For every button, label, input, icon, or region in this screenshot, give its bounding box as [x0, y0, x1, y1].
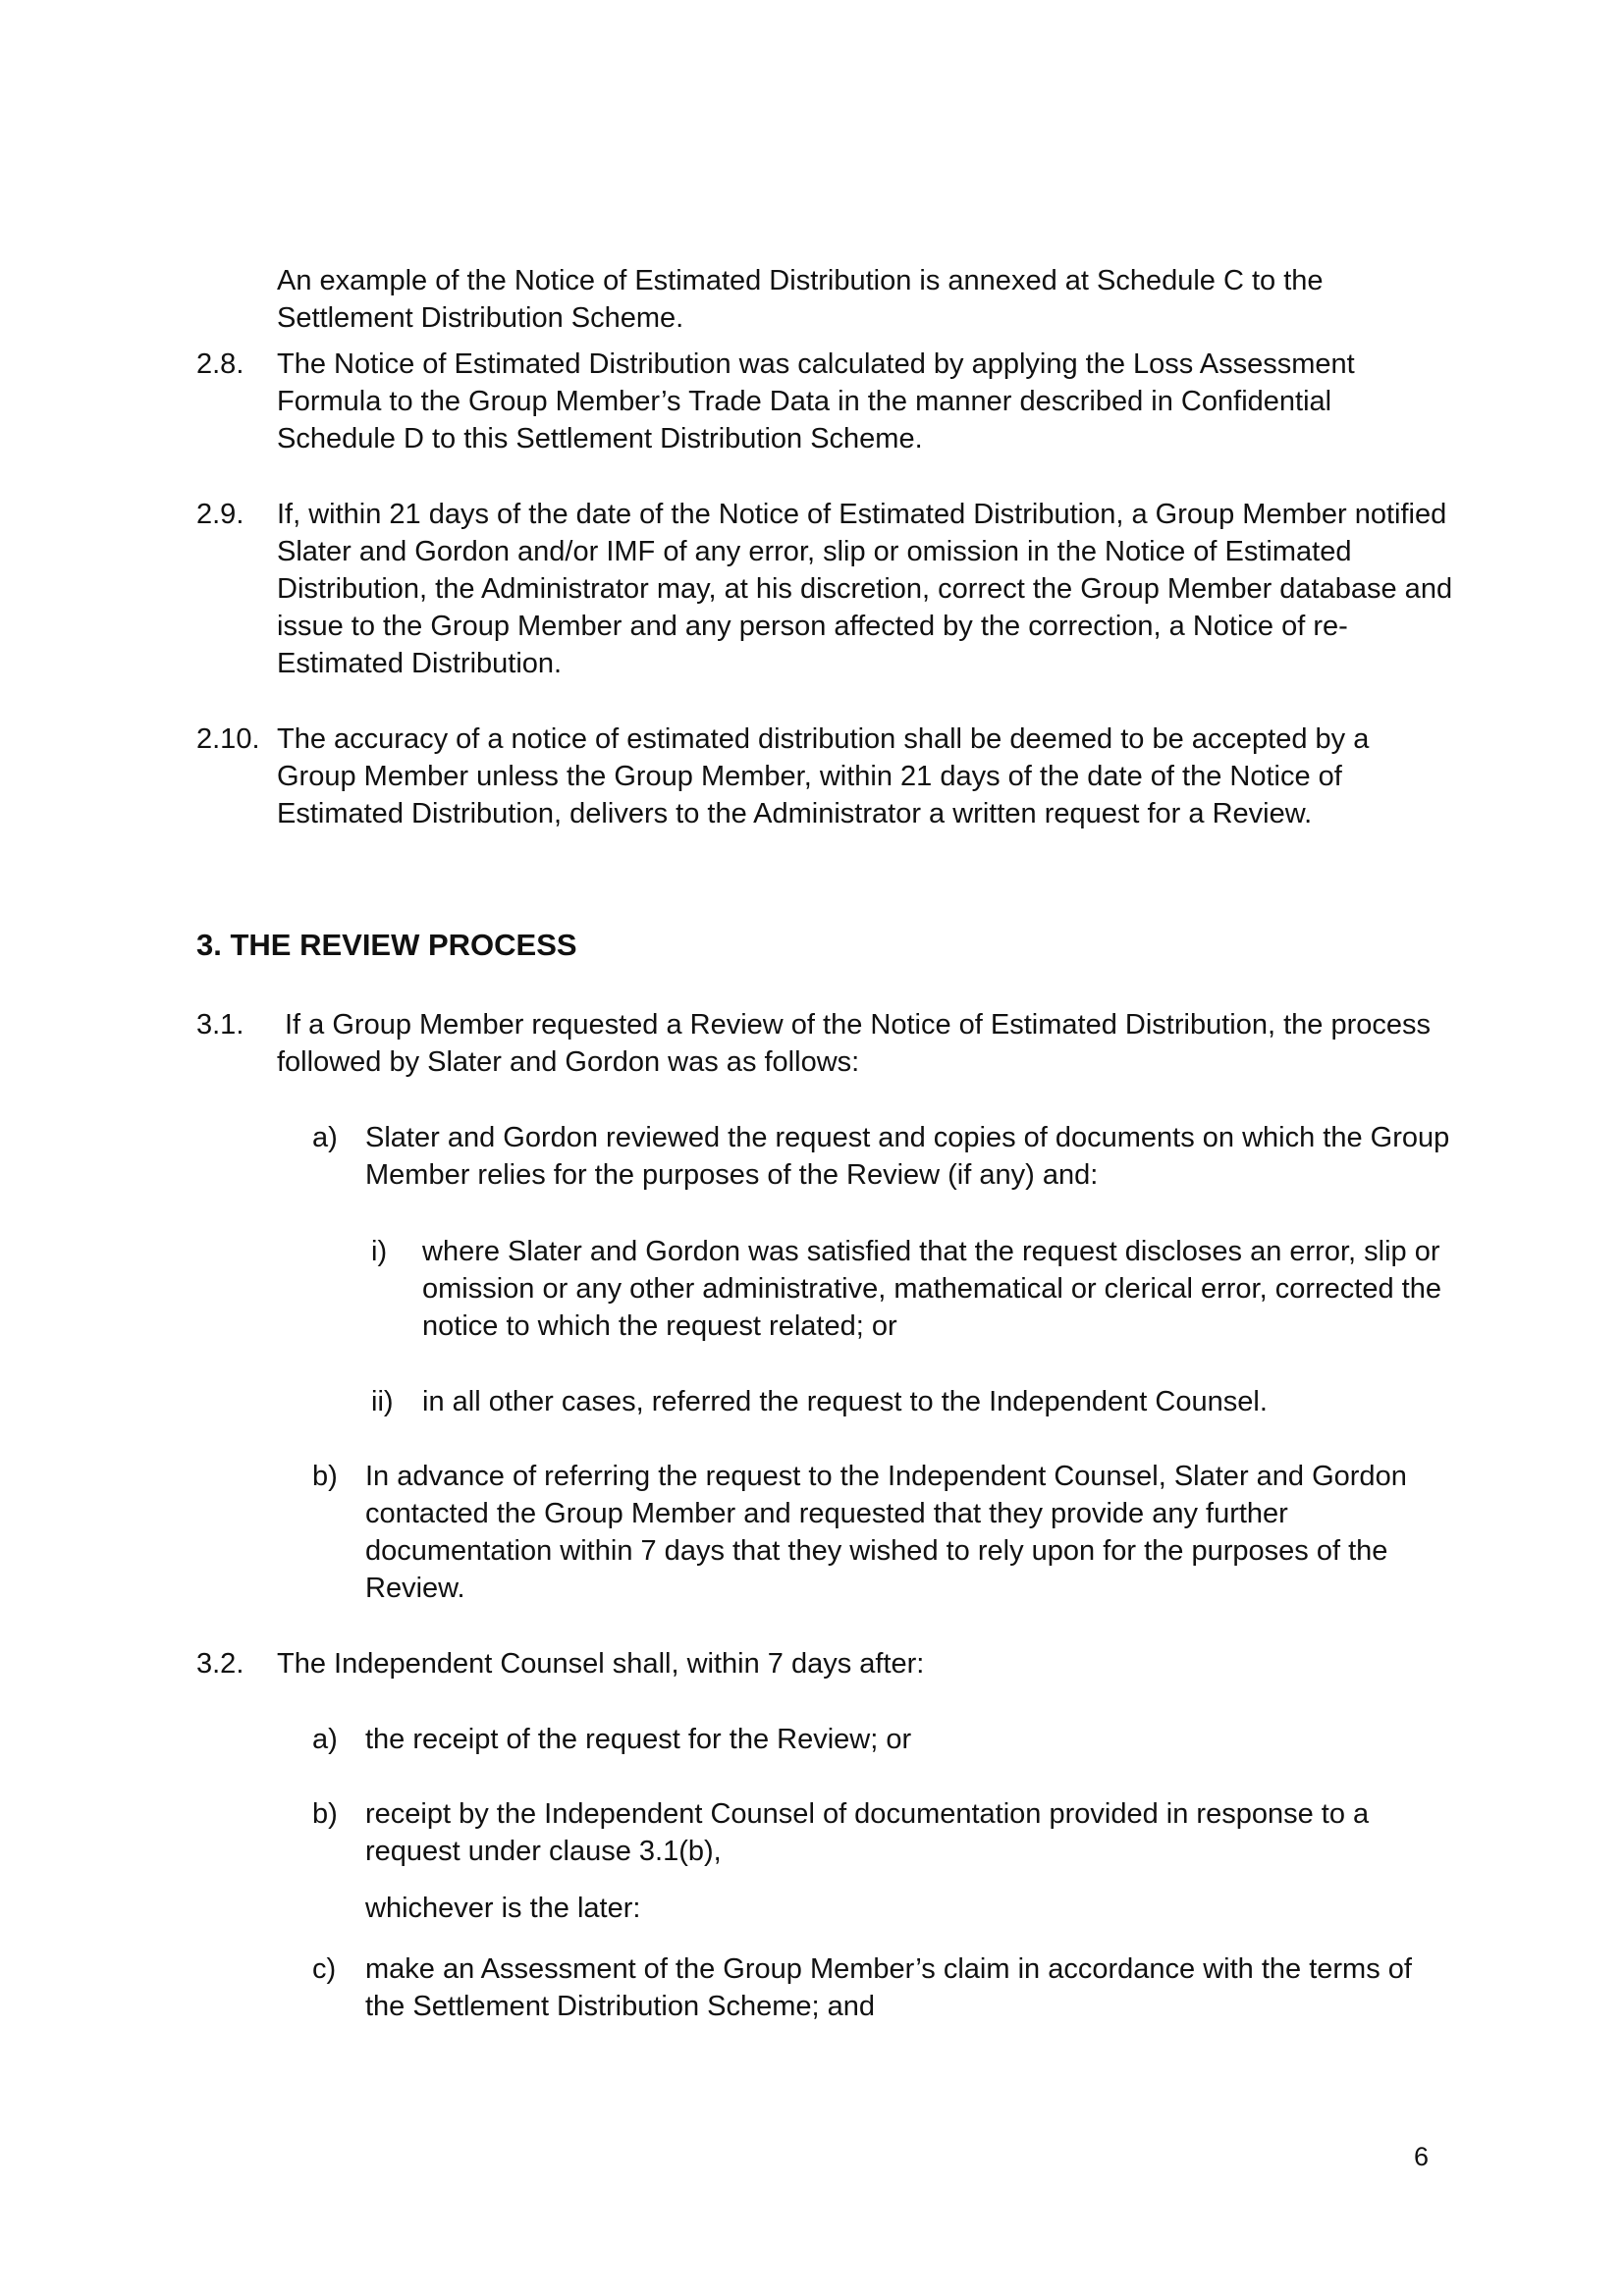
item-text-3-1-a: Slater and Gordon reviewed the request and copies of documents on which the Group Member relies for the purposes of the Review (if any) and: [365, 1122, 1450, 1191]
page-number: 6 [1414, 2142, 1430, 2171]
clause-text-2-10: The accuracy of a notice of estimated distribution shall be deemed to be accepted by a Group Member unless the Group Member, within 21 days of the date of the Notice of Estimated Distribution, delivers to the Administrator a written request for a Review. [277, 723, 1370, 829]
clause-number-2-8: 2.8. [196, 348, 244, 380]
clause-number-2-9: 2.9. [196, 499, 244, 530]
subitem-label-3-1-a-i: i) [371, 1236, 388, 1267]
clause-text-2-8: The Notice of Estimated Distribution was calculated by applying the Loss Assessment Formula to the Group Member’s Trade Data in the manner described in Confidential Schedule D to this Settlement Distribution Scheme. [277, 348, 1355, 454]
clause-number-2-10: 2.10. [196, 723, 260, 755]
subitem-label-3-1-a-ii: ii) [371, 1386, 394, 1417]
subitem-text-3-1-a-i: where Slater and Gordon was satisfied that the request discloses an error, slip or omission or any other administrative, mathematical or clerical error, corrected the notice to which the request related; or [422, 1236, 1441, 1342]
item-label-3-2-a: a) [312, 1724, 338, 1755]
item-label-3-1-a: a) [312, 1122, 338, 1153]
clause-text-2-9: If, within 21 days of the date of the Notice of Estimated Distribution, a Group Member notified Slater and Gordon and/or IMF of any error, slip or omission in the Notice of Estimated Distribution, the Administrator may, at his discretion, correct the Group Member database and issue to the Group Member and any person affected by the correction, a Notice of re-Estimated Distribution. [277, 499, 1453, 679]
subitem-text-3-1-a-ii: in all other cases, referred the request to the Independent Counsel. [422, 1386, 1268, 1417]
section-heading-review-process: 3. THE REVIEW PROCESS [196, 928, 577, 962]
item-label-3-2-c: c) [312, 1953, 337, 1985]
clause-number-3-2: 3.2. [196, 1648, 244, 1680]
item-text-3-2-b: receipt by the Independent Counsel of documentation provided in response to a request under clause 3.1(b), [365, 1798, 1370, 1867]
item-label-3-1-b: b) [312, 1461, 338, 1492]
clause-text-3-1: If a Group Member requested a Review of the Notice of Estimated Distribution, the process followed by Slater and Gordon was as follows: [277, 1009, 1431, 1078]
item-text-3-1-b: In advance of referring the request to the Independent Counsel, Slater and Gordon contacted the Group Member and requested that they provide any further documentation within 7 days that they wished to rely upon for the purposes of the Review. [365, 1461, 1407, 1604]
clause-number-3-1: 3.1. [196, 1009, 244, 1041]
item-text-3-2-c: make an Assessment of the Group Member’s claim in accordance with the terms of the Settlement Distribution Scheme; and [365, 1953, 1412, 2022]
intro-paragraph: An example of the Notice of Estimated Distribution is annexed at Schedule C to the Settlement Distribution Scheme. [277, 265, 1324, 334]
whichever-later-text: whichever is the later: [365, 1893, 641, 1924]
clause-text-3-2: The Independent Counsel shall, within 7 days after: [277, 1648, 925, 1680]
item-text-3-2-a: the receipt of the request for the Review; or [365, 1724, 912, 1755]
item-label-3-2-b: b) [312, 1798, 338, 1830]
